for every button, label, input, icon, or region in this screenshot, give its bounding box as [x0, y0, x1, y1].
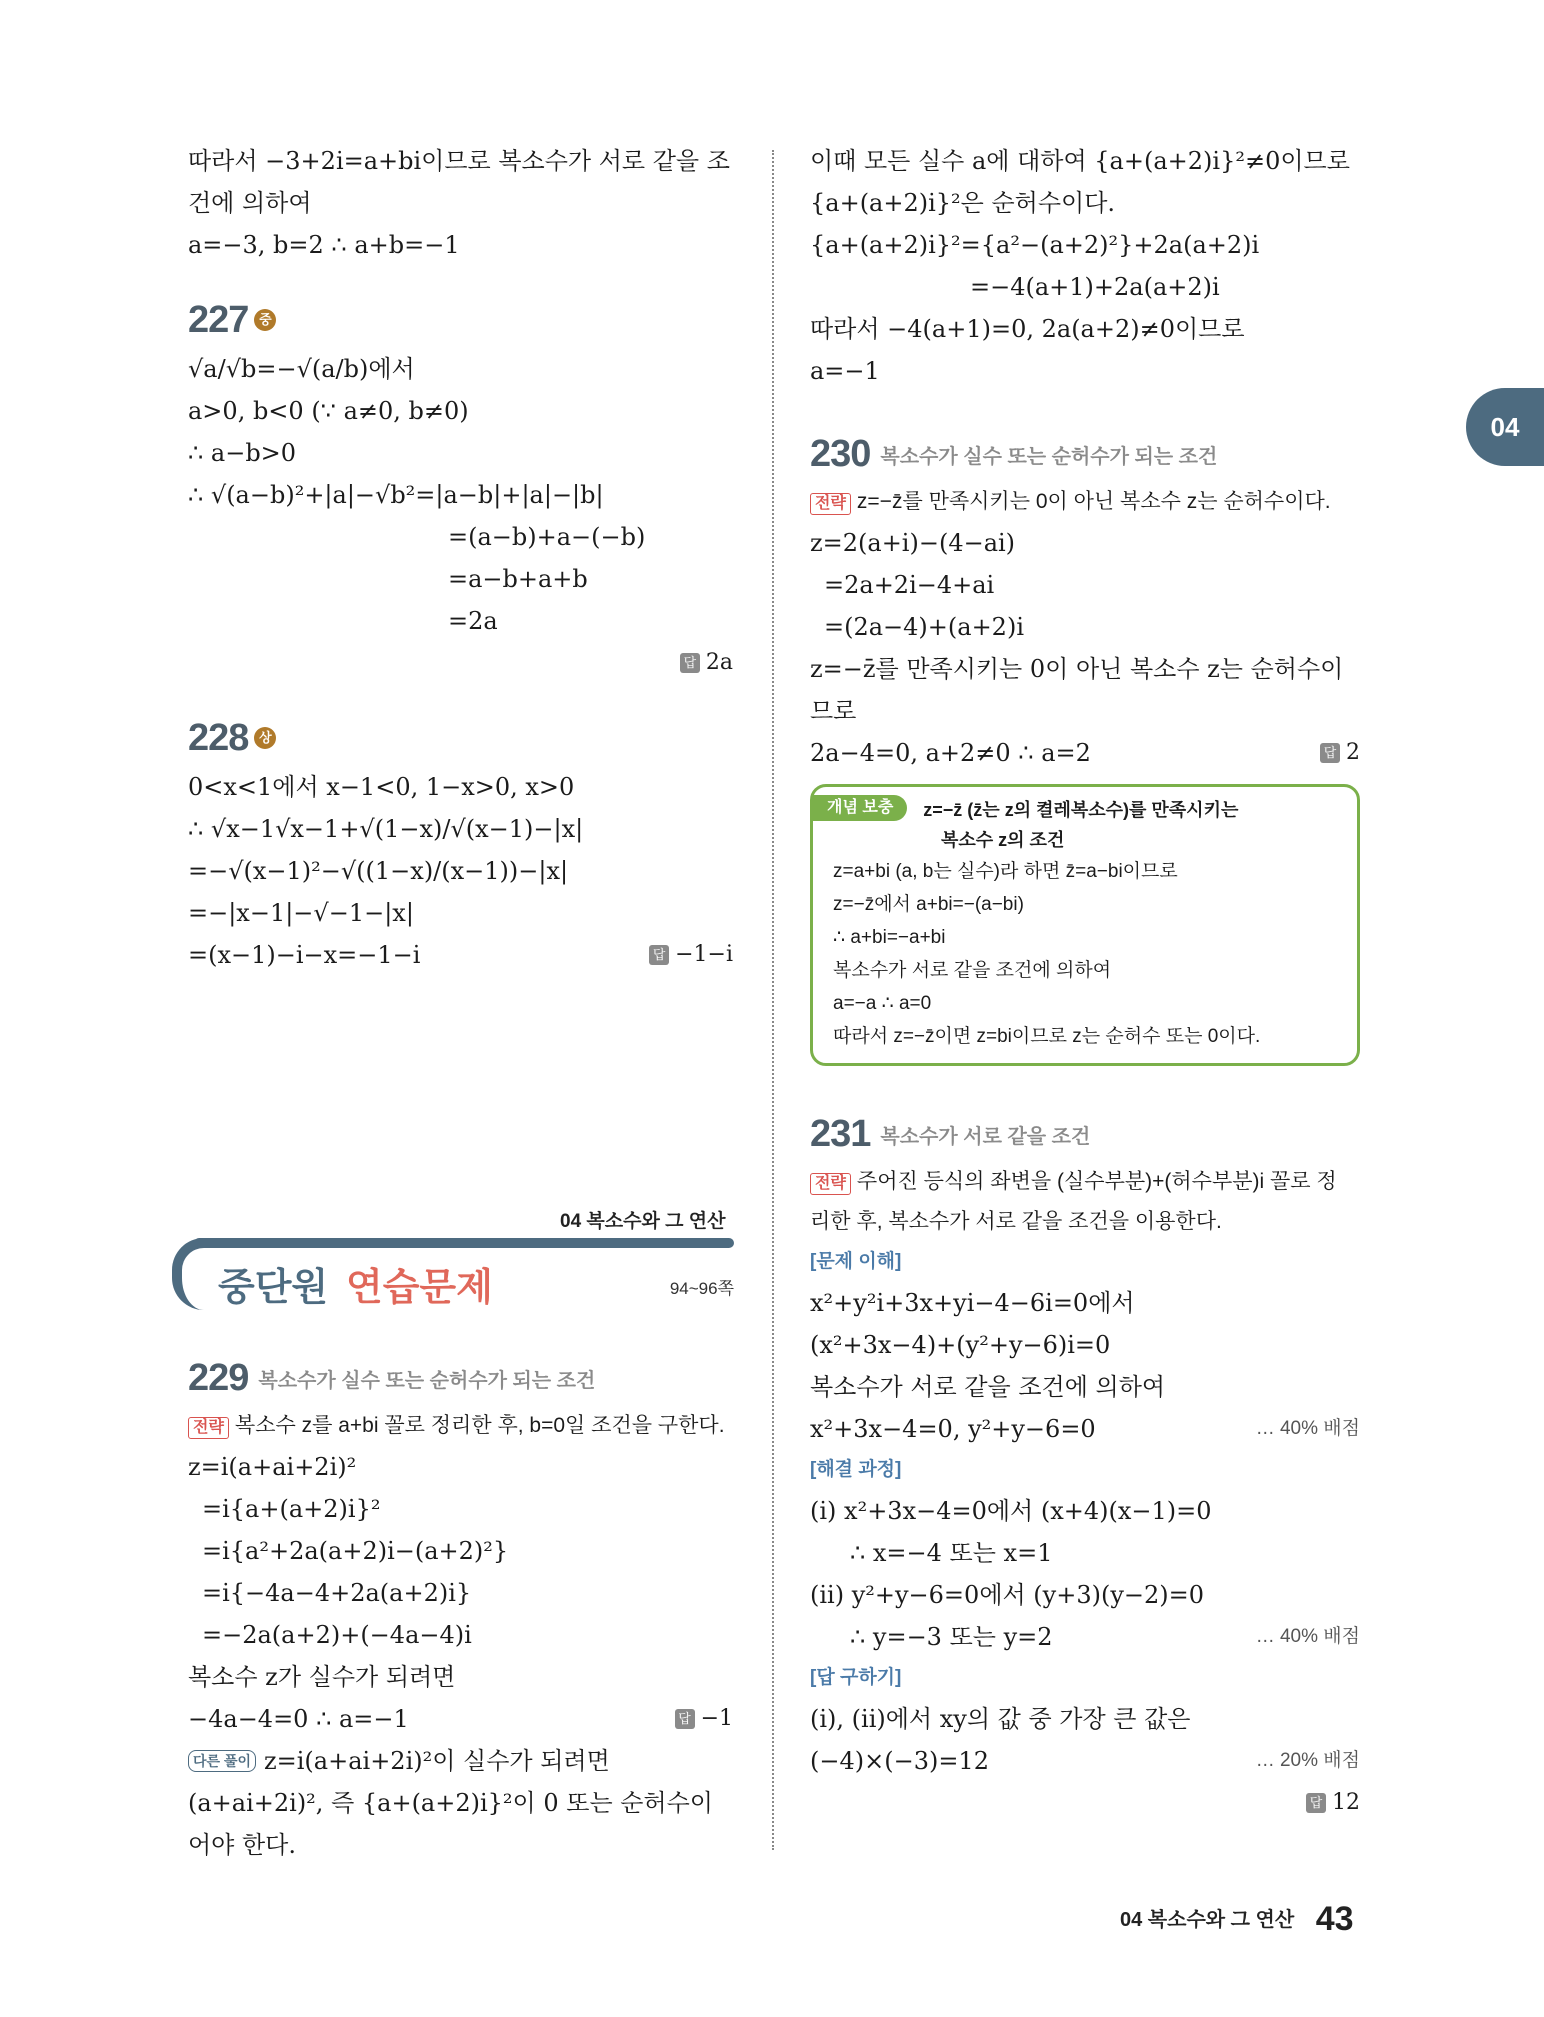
solution-line-scored [810, 1616, 1360, 1658]
strategy-text: 복소수 z를 a+bi 꼴로 정리한 후, b=0일 조건을 구한다. [234, 1414, 725, 1437]
concept-line: 복소수가 서로 같을 조건에 의하여 [833, 960, 1112, 981]
problem-number: 227 [188, 298, 249, 341]
page-number: 43 [1315, 1900, 1354, 1938]
other-solution-line: (a+ai+2i)², 즉 {a+(a+2)i}²이 0 또는 순허수이 [188, 1789, 713, 1817]
other-solution-line: z=i(a+ai+2i)²이 실수가 되려면 [264, 1747, 610, 1775]
strategy-text: 주어진 등식의 좌변을 (실수부분)+(허수부분)i 꼴로 정 [856, 1170, 1337, 1193]
solution-line: =i{−4a−4+2a(a+2)i} [202, 1579, 472, 1607]
solution-line: z=−z̄를 만족시키는 0이 아닌 복소수 z는 순허수이 [810, 655, 1344, 683]
solution-line: √a/√b=−√(a/b)에서 [188, 355, 415, 383]
concept-line: z=a+bi (a, b는 실수)라 하면 z̄=a−bi이므로 [833, 861, 1178, 882]
intro-line: a=−3, b=2 ∴ a+b=−1 [188, 231, 460, 259]
solution-line: 따라서 −4(a+1)=0, 2a(a+2)≠0이므로 [810, 315, 1245, 343]
answer-value: 2 [1346, 740, 1360, 765]
solution-line: =−2a(a+2)+(−4a−4)i [202, 1621, 472, 1649]
concept-header [827, 795, 1339, 825]
solution-line: ∴ y=−3 또는 y=2 [850, 1623, 1053, 1651]
strategy [810, 482, 1360, 522]
strategy-text-2: 리한 후, 복소수가 서로 같을 조건을 이용한다. [810, 1210, 1222, 1233]
problem-230-header [810, 426, 1360, 482]
concept-heading-2: 복소수 z의 조건 [941, 830, 1065, 850]
problem-number: 229 [188, 1356, 249, 1399]
solution-line: ∴ √x−1√x−1+√(1−x)/√(x−1)−|x| [188, 815, 584, 843]
solution-line: z=2(a+i)−(4−ai) [810, 529, 1016, 557]
right-column [810, 140, 1360, 1824]
banner-bar [194, 1238, 734, 1248]
answer [1320, 732, 1360, 774]
section-banner [172, 1238, 734, 1310]
score-label: … 20% 배점 [1255, 1750, 1360, 1771]
solution-line: =(a−b)+a−(−b) [448, 523, 646, 551]
other-solution-tag: 다른 풀이 [188, 1750, 256, 1772]
concept-line: a=−a ∴ a=0 [833, 993, 932, 1014]
answer [810, 1782, 1360, 1824]
solution-line: =2a [448, 607, 498, 635]
concept-body [833, 855, 1339, 1053]
concept-tag: 개념 보충 [813, 795, 907, 821]
solution-line-with-answer [810, 732, 1360, 774]
problem-number: 228 [188, 716, 249, 759]
footer-chapter: 04 복소수와 그 연산 [1120, 1909, 1295, 1931]
problem-231-header [810, 1106, 1360, 1162]
solution-line: =−4(a+1)+2a(a+2)i [970, 273, 1220, 301]
solution-line: ∴ x=−4 또는 x=1 [850, 1539, 1053, 1567]
solution-line: =i{a+(a+2)i}² [202, 1495, 381, 1523]
answer [649, 934, 733, 976]
problem-229 [188, 1350, 733, 1866]
solution-line: a=−1 [810, 357, 880, 385]
solution-line: 므로 [810, 697, 857, 725]
answer-mark: 답 [1320, 743, 1340, 763]
problem-227-header [188, 292, 733, 348]
concept-line: ∴ a+bi=−a+bi [833, 927, 946, 948]
solution-line-with-answer [188, 1698, 733, 1740]
solution-line: 0<x<1에서 x−1<0, 1−x>0, x>0 [188, 773, 575, 801]
solution-line: =−√(x−1)²−√((1−x)/(x−1))−|x| [188, 857, 569, 885]
solution-line: ∴ √(a−b)²+|a|−√b²=|a−b|+|a|−|b| [188, 481, 604, 509]
solution-line-scored [810, 1740, 1360, 1782]
problem-title: 복소수가 실수 또는 순허수가 되는 조건 [258, 1369, 596, 1392]
section-label: [해결 과정] [810, 1459, 902, 1480]
problem-title: 복소수가 실수 또는 순허수가 되는 조건 [880, 445, 1218, 468]
strategy-tag: 전략 [810, 1173, 851, 1195]
banner-title-b: 연습문제 [346, 1267, 493, 1309]
section-label: [문제 이해] [810, 1251, 902, 1272]
score-label: … 40% 배점 [1255, 1626, 1360, 1647]
problem-title: 복소수가 서로 같을 조건 [880, 1125, 1091, 1148]
column-divider [772, 150, 774, 1850]
solution-line: z=i(a+ai+2i)² [188, 1453, 357, 1481]
other-solution-line: 어야 한다. [188, 1831, 296, 1859]
solution-line: −4a−4=0 ∴ a=−1 [188, 1705, 409, 1733]
score-label: … 40% 배점 [1255, 1418, 1360, 1439]
unit-title: 04 복소수와 그 연산 [560, 1211, 726, 1232]
answer [188, 642, 733, 684]
solution-line: 복소수가 서로 같을 조건에 의하여 [810, 1373, 1166, 1401]
solution-line: x²+y²i+3x+yi−4−6i=0에서 [810, 1289, 1135, 1317]
difficulty-badge: 상 [254, 727, 276, 749]
solution-line: =(x−1)−i−x=−1−i [188, 941, 421, 969]
concept-line: z=−z̄에서 a+bi=−(a−bi) [833, 894, 1024, 915]
solution-line-with-answer [188, 934, 733, 976]
solution-line: (x²+3x−4)+(y²+y−6)i=0 [810, 1331, 1111, 1359]
other-solution [188, 1740, 733, 1782]
solution-line: (i) x²+3x−4=0에서 (x+4)(x−1)=0 [810, 1497, 1212, 1525]
answer-value: −1 [700, 1706, 733, 1731]
solution-line: =a−b+a+b [448, 565, 588, 593]
page-footer [1120, 1900, 1354, 1939]
difficulty-badge: 중 [254, 309, 276, 331]
problem-229-header [188, 1350, 733, 1406]
strategy-text: z=−z̄를 만족시키는 0이 아닌 복소수 z는 순허수이다. [856, 490, 1331, 513]
problem-228-header [188, 710, 733, 766]
solution-line: 복소수 z가 실수가 되려면 [188, 1663, 456, 1691]
solution-line: {a+(a+2)i}²은 순허수이다. [810, 189, 1116, 217]
banner-pages: 94~96쪽 [669, 1279, 734, 1298]
answer-mark: 답 [649, 945, 669, 965]
solution-line: =2a+2i−4+ai [824, 571, 995, 599]
strategy [810, 1162, 1360, 1202]
answer-mark: 답 [1306, 1793, 1326, 1813]
chapter-tab: 04 [1466, 388, 1544, 466]
concept-line: 따라서 z=−z̄이면 z=bi이므로 z는 순허수 또는 0이다. [833, 1026, 1261, 1047]
answer-value: 2a [705, 650, 733, 675]
banner-hook [172, 1238, 212, 1310]
concept-heading: z=−z̄ (z̄는 z의 켤레복소수)를 만족시키는 [923, 800, 1239, 820]
intro-line: 따라서 −3+2i=a+bi이므로 복소수가 서로 같을 조 [188, 147, 730, 175]
answer-value: 12 [1332, 1790, 1360, 1815]
strategy-tag: 전략 [188, 1417, 229, 1439]
section-label: [답 구하기] [810, 1667, 902, 1688]
solution-line: (ii) y²+y−6=0에서 (y+3)(y−2)=0 [810, 1581, 1205, 1609]
answer-mark: 답 [680, 653, 700, 673]
solution-line: 이때 모든 실수 a에 대하여 {a+(a+2)i}²≠0이므로 [810, 147, 1350, 175]
answer-mark: 답 [675, 1709, 695, 1729]
solution-line-scored [810, 1408, 1360, 1450]
solution-line: {a+(a+2)i}²={a²−(a+2)²}+2a(a+2)i [810, 231, 1260, 259]
intro-line: 건에 의하여 [188, 189, 312, 217]
problem-number: 230 [810, 432, 871, 475]
strategy [188, 1406, 733, 1446]
answer-value: −1−i [675, 942, 733, 967]
concept-box [810, 784, 1360, 1066]
solution-line: ∴ a−b>0 [188, 439, 297, 467]
banner-title-a: 중단원 [218, 1267, 329, 1309]
solution-line: =−|x−1|−√−1−|x| [188, 899, 414, 927]
left-column [188, 140, 733, 976]
solution-line: =(2a−4)+(a+2)i [824, 613, 1024, 641]
solution-line: a>0, b<0 (∵ a≠0, b≠0) [188, 397, 469, 425]
solution-line: =i{a²+2a(a+2)i−(a+2)²} [202, 1537, 509, 1565]
solution-line: 2a−4=0, a+2≠0 ∴ a=2 [810, 739, 1091, 767]
answer [675, 1698, 733, 1740]
problem-number: 231 [810, 1112, 871, 1155]
strategy-tag: 전략 [810, 493, 851, 515]
solution-line: x²+3x−4=0, y²+y−6=0 [810, 1415, 1096, 1443]
solution-line: (−4)×(−3)=12 [810, 1747, 989, 1775]
solution-line: (i), (ii)에서 xy의 값 중 가장 큰 값은 [810, 1705, 1191, 1733]
